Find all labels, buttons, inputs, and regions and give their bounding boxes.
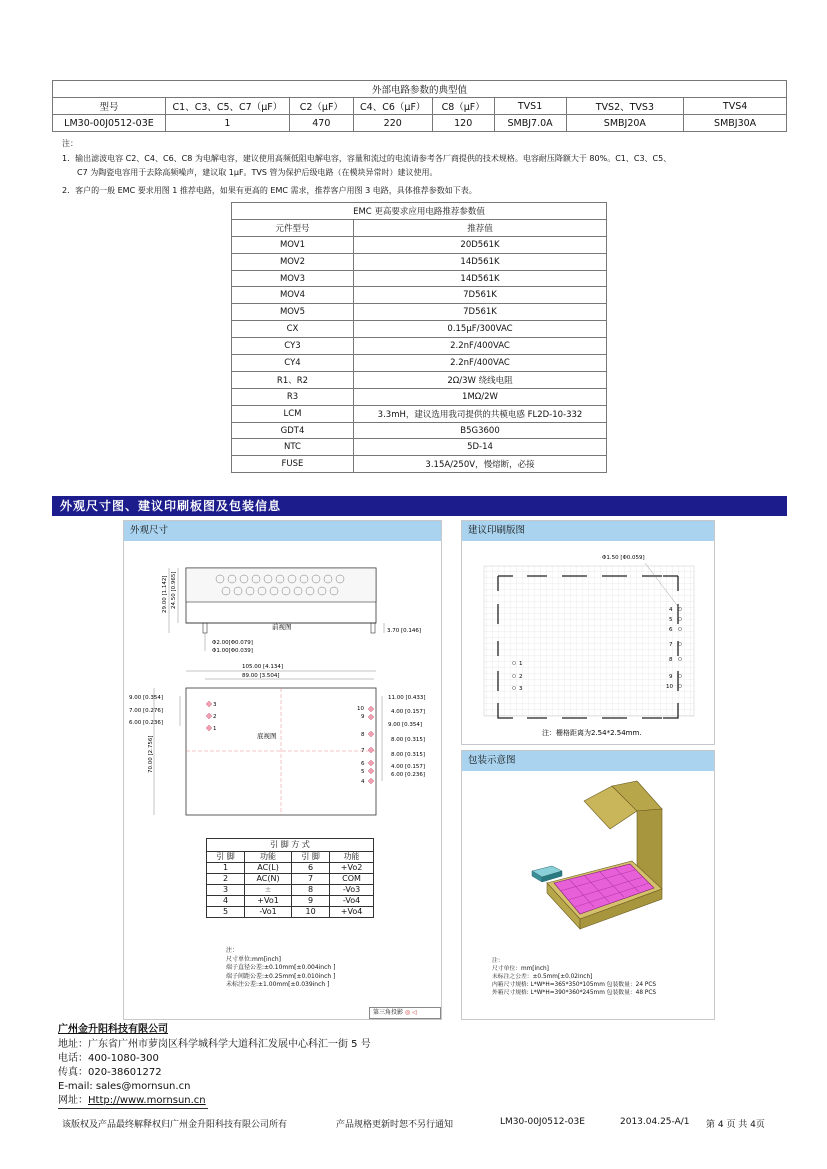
table-header: 引 脚 (292, 852, 330, 863)
table-title: EMC 更高要求应用电路推荐参数值 (232, 203, 607, 220)
pcb-pin-7: 7 (669, 642, 673, 648)
note-line: 尺寸单位：mm[inch] (492, 966, 549, 972)
outline-notes (226, 947, 335, 990)
table-header: 型号 (53, 98, 166, 115)
table-cell: 8 (292, 885, 330, 896)
table-cell: 4 (207, 896, 245, 907)
pcb-grid (484, 566, 694, 716)
note-line: 未标注之公差：±0.5mm[±0.02inch] (492, 974, 593, 980)
table-cell: 1MΩ/2W (354, 388, 607, 405)
dim-right-5: 8.00 [0.315] (391, 752, 426, 758)
note-1a: 1．输出滤波电容 C2、C4、C6、C8 为电解电容，建议使用高频低阻电解电容，容量和流过的电流请参考各厂商提供的技术规格。电容耐压降额大于 80%。C1、C3、C5、 (62, 154, 672, 163)
dim-right-3: 9.00 [0.354] (388, 722, 423, 728)
dim-height-2: 24.50 [0.965] (171, 571, 177, 609)
note-line: 未标注公差:±1.00mm[±0.039inch ] (226, 981, 330, 988)
note-line: 尺寸单位:mm[inch] (226, 955, 281, 963)
note-2: 2．客户的一般 EMC 要求用图 1 推荐电路，如果有更高的 EMC 需求，推荐客户用图 3 电路，具体推荐参数如下表。 (62, 186, 477, 195)
table-cell: 120 (432, 115, 494, 132)
front-view-label: 前视图 (272, 623, 292, 631)
table-header-row (207, 852, 374, 863)
footer-model: LM30-00J0512-03E (500, 1117, 585, 1127)
website-label: 网址： (58, 1095, 88, 1106)
table-row (232, 405, 607, 422)
panel-header: 包装示意图 (462, 751, 714, 771)
table-cell: 470 (289, 115, 353, 132)
table-cell: -Vo3 (330, 885, 374, 896)
table-row (232, 371, 607, 388)
table-row (232, 270, 607, 287)
table-cell: 7D561K (354, 304, 607, 321)
pin-label-9: 9 (361, 714, 365, 720)
pcb-pin-2: 2 (519, 674, 523, 680)
table-cell: 3.3mH，建议选用我司提供的共模电感 FL2D-10-332 (354, 405, 607, 422)
table-row (232, 456, 607, 473)
pcb-pin-10: 10 (666, 684, 673, 690)
table-cell: 2.2nF/400VAC (354, 355, 607, 372)
note-line: 注： (226, 947, 239, 954)
table-cell: MOV3 (232, 270, 354, 287)
table-header: TVS2、TVS3 (566, 98, 684, 115)
company-website (58, 1094, 206, 1108)
table-cell: B5G3600 (354, 422, 607, 439)
pcb-pin-8: 8 (669, 657, 673, 663)
company-phone: 电话：400-1080-300 (58, 1053, 159, 1064)
note-line: 端子直径公差:±0.10mm[±0.004inch ] (226, 964, 336, 971)
dim-pin-dia-1: Φ2.00[Φ0.079] (212, 640, 253, 646)
table-row (232, 287, 607, 304)
bottom-view (154, 671, 382, 815)
table-cell: MOV5 (232, 304, 354, 321)
dim-width-2: 89.00 [3.504] (242, 673, 280, 679)
table-row (232, 304, 607, 321)
table-row (232, 236, 607, 253)
hole-dimension: Φ1.50 [Φ0.059] (602, 555, 645, 561)
table-row (232, 253, 607, 270)
table-cell: 3 (207, 885, 245, 896)
table-row (207, 896, 374, 907)
dim-left-2: 7.00 [0.276] (129, 708, 164, 714)
dim-pin-length: 3.70 [0.146] (387, 628, 422, 634)
note-1b: C7 为陶瓷电容用于去除高频噪声，建议取 1μF。TVS 管为保护后级电路（在模块异常时）建议使用。 (77, 168, 438, 177)
page-number: 第 4 页 共 4页 (706, 1120, 765, 1130)
table-row (207, 874, 374, 885)
panel-header: 外观尺寸 (124, 521, 441, 541)
table-cell: R3 (232, 388, 354, 405)
table-header: 功能 (330, 852, 374, 863)
table-cell: -Vo1 (245, 907, 292, 918)
table-cell: AC(L) (245, 863, 292, 874)
table-row (232, 422, 607, 439)
outline-dimension-panel (123, 520, 442, 1020)
table-cell: SMBJ20A (566, 115, 684, 132)
pcb-pin-3: 3 (519, 686, 523, 692)
external-circuit-table (52, 80, 787, 132)
table-cell: 2 (207, 874, 245, 885)
website-link[interactable]: Http://www.mornsun.cn (88, 1095, 206, 1106)
box-icon (547, 781, 662, 929)
dim-right-7: 6.00 [0.236] (391, 772, 426, 778)
pin-label-4: 4 (361, 779, 365, 785)
footer-divider (58, 1108, 208, 1109)
dim-left-1: 9.00 [0.354] (129, 695, 164, 701)
note-line: 内箱尺寸规格: L*W*H=365*350*105mm 包装数量：24 PCS (492, 982, 657, 988)
table-cell: 220 (353, 115, 432, 132)
table-cell: 5 (207, 907, 245, 918)
company-address: 地址：广东省广州市萝岗区科学城科学大道科汇发展中心科汇一街 5 号 (58, 1039, 371, 1050)
table-cell: NTC (232, 439, 354, 456)
pin-label-3: 3 (213, 702, 217, 708)
dim-right-6: 4.00 [0.157] (391, 764, 426, 770)
table-cell: +Vo2 (330, 863, 374, 874)
module-icon (532, 866, 562, 882)
table-cell: 1 (207, 863, 245, 874)
table-row (232, 355, 607, 372)
dim-width-1: 105.00 [4.134] (242, 664, 284, 670)
table-cell: 1 (165, 115, 289, 132)
table-header: C2（μF） (289, 98, 353, 115)
table-header: C8（μF） (432, 98, 494, 115)
packaging-illustration (462, 771, 714, 951)
table-cell: 0.15μF/300VAC (354, 321, 607, 338)
pin-label-1: 1 (213, 726, 217, 732)
table-row (232, 388, 607, 405)
table-cell: +Vo1 (245, 896, 292, 907)
pcb-pin-5: 5 (669, 617, 673, 623)
pin-label-5: 5 (361, 769, 365, 775)
table-cell: 2.2nF/400VAC (354, 338, 607, 355)
dim-right-1: 11.00 [0.433] (388, 695, 426, 701)
table-header: 功能 (245, 852, 292, 863)
table-cell: FUSE (232, 456, 354, 473)
table-cell: 20D561K (354, 236, 607, 253)
table-cell: SMBJ7.0A (494, 115, 566, 132)
projection-symbol (369, 1007, 441, 1019)
note-line: 注： (492, 958, 504, 964)
table-cell: 6 (292, 863, 330, 874)
table-header: C1、C3、C5、C7（μF） (165, 98, 289, 115)
table-row (232, 439, 607, 456)
pin-label-2: 2 (213, 714, 217, 720)
company-fax: 传真：020-38601272 (58, 1067, 162, 1078)
dim-depth: 70.00 [2.756] (148, 735, 154, 773)
company-email[interactable]: E-mail: sales@mornsun.cn (58, 1081, 191, 1092)
table-cell: GDT4 (232, 422, 354, 439)
projection-icon: ◎ ◁ (404, 1009, 417, 1016)
table-cell: 9 (292, 896, 330, 907)
table-row (207, 885, 374, 896)
pcb-note: 注：栅格距离为2.54*2.54mm. (542, 729, 642, 737)
table-header: C4、C6（μF） (353, 98, 432, 115)
table-row (53, 115, 787, 132)
footer-version: 2013.04.25-A/1 (620, 1117, 690, 1127)
table-cell: COM (330, 874, 374, 885)
dim-height-1: 29.00 [1.142] (162, 575, 168, 613)
pcb-layout-panel (461, 520, 715, 745)
table-cell: ± (245, 885, 292, 896)
pcb-pin-6: 6 (669, 627, 673, 633)
table-cell: 10 (292, 907, 330, 918)
pcb-drawing (462, 541, 714, 744)
table-cell: 5D-14 (354, 439, 607, 456)
table-cell: CX (232, 321, 354, 338)
table-header: TVS1 (494, 98, 566, 115)
table-header: 元件型号 (232, 219, 354, 236)
pin-label-10: 10 (357, 706, 364, 712)
section-title-bar: 外观尺寸图、建议印刷板图及包装信息 (52, 496, 787, 516)
table-cell: MOV4 (232, 287, 354, 304)
table-row (232, 338, 607, 355)
table-cell: AC(N) (245, 874, 292, 885)
projection-label: 第三角投影 (373, 1009, 404, 1016)
table-title: 引 脚 方 式 (207, 839, 374, 852)
dim-left-3: 6.00 [0.236] (129, 720, 164, 726)
table-cell: 7 (292, 874, 330, 885)
pcb-pin-1: 1 (519, 661, 523, 667)
emc-parameter-table (231, 202, 607, 473)
update-notice: 产品规格更新时恕不另行通知 (336, 1120, 454, 1130)
table-header: 推荐值 (354, 219, 607, 236)
note-line: 端子间距公差:±0.25mm[±0.010inch ] (226, 972, 336, 980)
pin-label-8: 8 (361, 732, 365, 738)
table-header: TVS4 (684, 98, 787, 115)
table-cell: 7D561K (354, 287, 607, 304)
table-cell: LCM (232, 405, 354, 422)
front-view (169, 568, 384, 651)
copyright-text: 该版权及产品最终解释权归广州金升阳科技有限公司所有 (62, 1120, 288, 1130)
table-cell: 2Ω/3W 绕线电阻 (354, 371, 607, 388)
table-cell: MOV1 (232, 236, 354, 253)
bottom-view-label: 底视图 (257, 732, 277, 740)
table-cell: SMBJ30A (684, 115, 787, 132)
packaging-notes (492, 957, 656, 997)
pin-label-6: 6 (361, 761, 365, 767)
table-header: 引 脚 (207, 852, 245, 863)
table-cell: 14D561K (354, 270, 607, 287)
table-title: 外部电路参数的典型值 (53, 81, 787, 98)
table-cell: CY4 (232, 355, 354, 372)
table-cell: 3.15A/250V，慢熔断，必接 (354, 456, 607, 473)
table-cell: LM30-00J0512-03E (53, 115, 166, 132)
pin-label-7: 7 (361, 748, 365, 754)
dim-right-4: 8.00 [0.315] (391, 737, 426, 743)
packaging-panel (461, 750, 715, 1020)
note-line: 外箱尺寸规格: L*W*H=390*360*245mm 包装数量：48 PCS (492, 990, 657, 996)
pcb-pin-9: 9 (669, 674, 673, 680)
table-cell: 14D561K (354, 253, 607, 270)
panel-header: 建议印刷版图 (462, 521, 714, 541)
table-row (232, 321, 607, 338)
pcb-pin-4: 4 (669, 607, 673, 613)
notes-label: 注： (62, 139, 78, 148)
dim-pin-dia-2: Φ1.00[Φ0.039] (212, 648, 253, 654)
table-cell: R1、R2 (232, 371, 354, 388)
company-name: 广州金升阳科技有限公司 (58, 1024, 168, 1035)
table-cell: MOV2 (232, 253, 354, 270)
table-header-row (232, 219, 607, 236)
pin-function-table (206, 838, 374, 918)
table-cell: CY3 (232, 338, 354, 355)
dim-right-2: 4.00 [0.157] (391, 709, 426, 715)
table-row (207, 907, 374, 918)
table-cell: +Vo4 (330, 907, 374, 918)
table-row (207, 863, 374, 874)
table-header-row (53, 98, 787, 115)
table-cell: -Vo4 (330, 896, 374, 907)
